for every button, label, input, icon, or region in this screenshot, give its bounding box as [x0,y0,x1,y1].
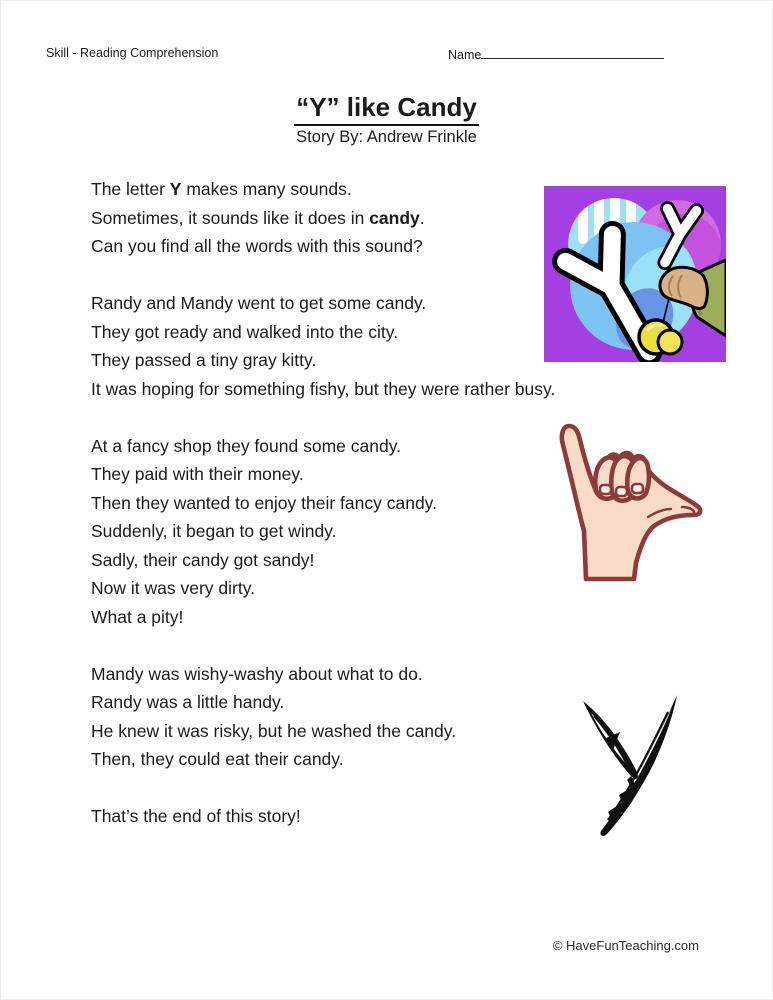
story-line: He knew it was risky, but he washed the candy. [91,720,457,741]
fingernail-3 [632,484,643,493]
story-line: Sometimes, it sounds like it does in candy. [91,207,425,228]
copyright-footer: © HaveFunTeaching.com [552,938,699,953]
story-line: What a pity! [91,606,184,627]
story-paragraph [91,802,631,831]
story-line: The letter Y makes many sounds. [91,179,352,199]
byline: Story By: Andrew Frinkle [296,128,477,146]
story-line: Suddenly, it began to get windy. [91,521,337,541]
name-label: Name [448,48,482,62]
letter-y-yoyo-illustration [544,186,726,362]
story-line: At a fancy shop they found some candy. [91,435,402,456]
story-line: Sadly, their candy got sandy! [91,549,315,570]
asl-letter-y-hand-icon [550,413,714,585]
story-line: Now it was very dirty. [91,578,256,598]
story-line: Randy and Mandy went to get some candy. [91,293,427,313]
name-blank-line [481,46,664,59]
story-line: They paid with their money. [91,464,304,484]
story-line: They got ready and walked into the city. [91,321,399,342]
hand-silhouette [562,426,700,579]
story-line: Mandy was wishy-washy about what to do. [91,663,423,684]
story-line: It was hoping for something fishy, but they were rather busy. [91,378,556,399]
story-paragraph [91,660,631,774]
story-line: Randy was a little handy. [91,692,285,712]
skill-label: Skill - Reading Comprehension [46,46,219,60]
fingernail-1 [600,485,611,494]
story-line: Can you find all the words with this sound? [91,236,423,256]
story-line: They passed a tiny gray kitty. [91,350,317,370]
page-title: “Y” like Candy [1,92,772,126]
story-line: Then they wanted to enjoy their fancy candy. [91,492,437,513]
fingernail-2 [616,487,627,496]
story-line: Then, they could eat their candy. [91,749,344,769]
feather-letter-y-icon [563,691,715,843]
story-line: That’s the end of this story! [91,806,301,826]
name-field [448,46,664,62]
